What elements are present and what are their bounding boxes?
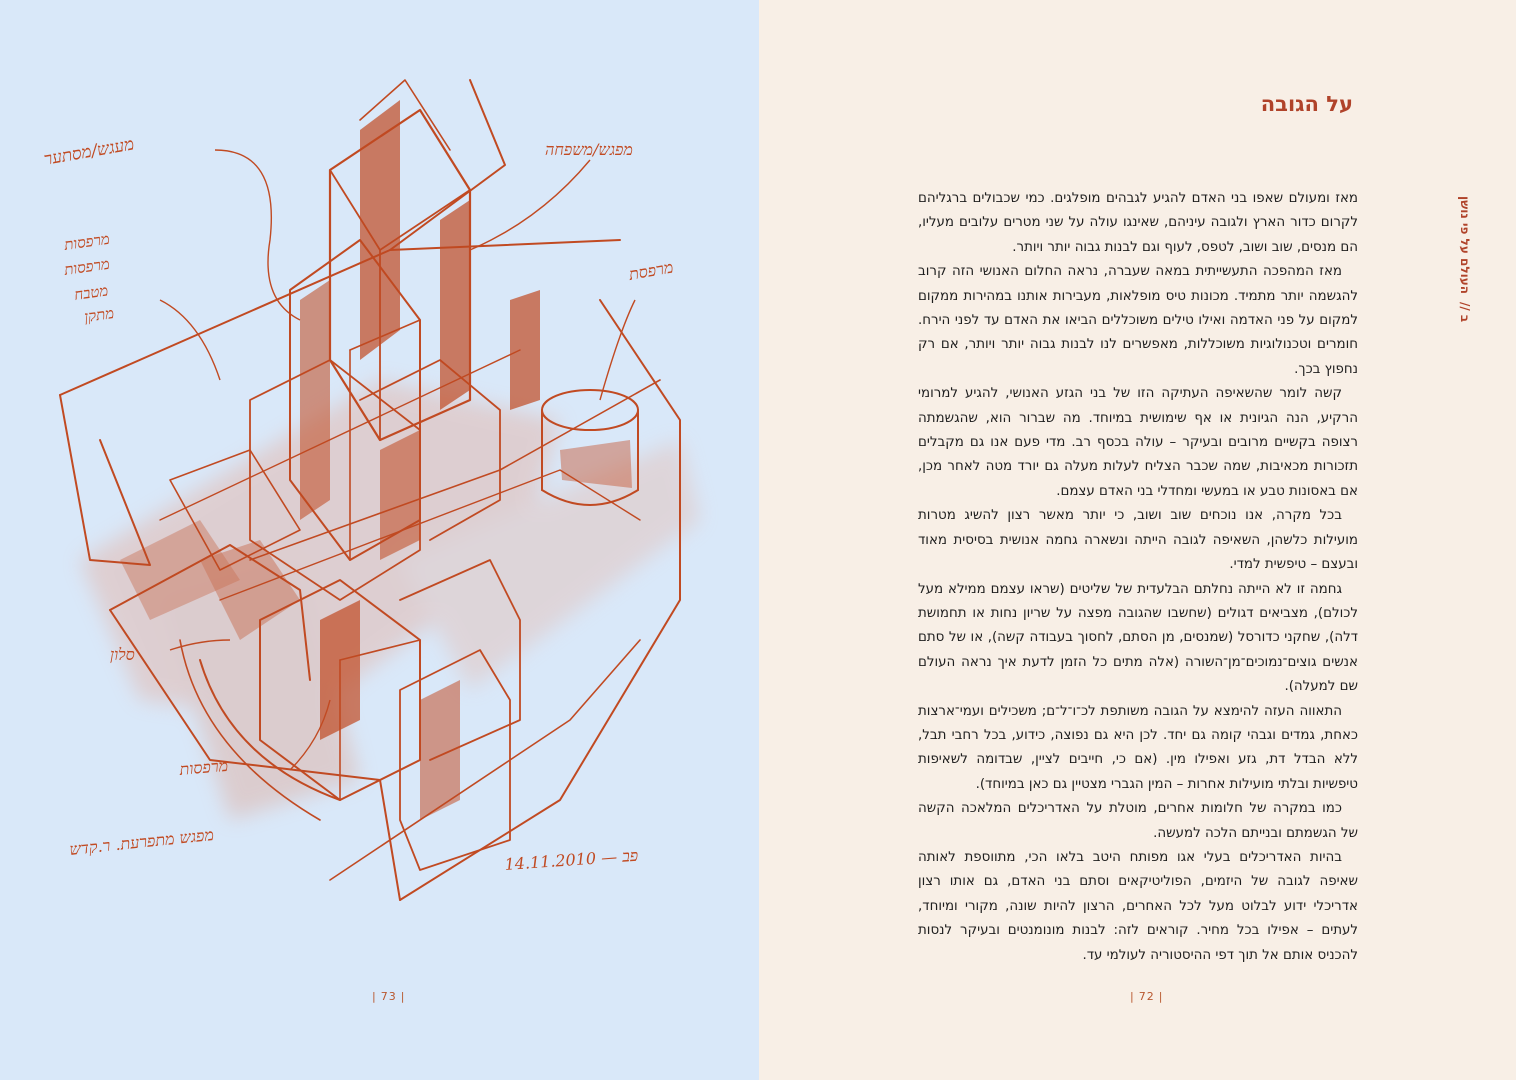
sketch-label-7: מתקן bbox=[83, 303, 116, 326]
page-number-left: | 73 | bbox=[372, 990, 406, 1003]
sketch-label-2: מפגש/משפחה bbox=[545, 140, 633, 159]
paragraph: התאווה העזה להימצא על הגובה משותפת לכ־ו־ל־ם; משכילים ועמי־ארצות כאחת, גמדים וגבהי קומה גם יחד. לכן היא גם נפוצה, כידוע, בכל רחבי תבל, ללא הבדל דת, גזע ואפילו מין. (אם כי, חייבים לציין, שבדומה לשאיפות טיפשיות ובלתי מועילות אחרות – המין הגברי מצטיין גם כאן במיוחד). bbox=[918, 703, 1358, 792]
paragraph: מאז המהפכה התעשייתית במאה שעברה, נראה החלום האנושי הזה קרוב להגשמה יותר מתמיד. מכונות טיס מופלאות, מעבירות אותנו במהירות ממקום למקום על פני האדמה ואילו טילים משוכללים הביאו את האדם עד לפני הירח. חומרים וטכנולוגיות משוכללות, מאפשרים לנו לבנות גבוה יותר ויותר, אם רק נחפוץ בכך. bbox=[918, 264, 1358, 377]
sketch-label-1: מעגש/מסתער bbox=[42, 134, 136, 170]
chapter-running-title: העולם על פי נושן bbox=[1458, 196, 1472, 294]
paragraph: מאז ומעולם שאפו בני האדם להגיע לגבהים מופלגים. כמי שכבולים ברגליהם לקרום כדור הארץ ולגובה עיניהם, שאינגו עולה על שני מטרים עלובים מעליו, הם מנסים, שוב ושוב, לטפס, לעוף וגם לבנות גבוה יותר ויותר. bbox=[918, 191, 1358, 255]
page-number-right: | 72 | bbox=[1130, 990, 1164, 1003]
sketch-signature: מפגש מתפרעת. ר.קדש bbox=[68, 824, 215, 859]
paragraph: גחמה זו לא הייתה נחלתם הבלעדית של שליטים (שראו עצמם ממילא מעל לכולם), מצביאים דגולים (שחשבו שהגובה מפצה על שריון נחות או תחמושת דלה), שחקני כדורסל (שמנסים, מן הסתם, לחסוך בעבודה קשה), או של סתם אנשים גוצים־נמוכים־מן־השורה (אלה מתים כל הזמן לדעת איך נראה העולם שם למעלה). bbox=[918, 581, 1358, 695]
sketch-label-4: מרפסות bbox=[63, 229, 111, 254]
sketch-label-3: מרפסת bbox=[627, 257, 675, 284]
sketch-date: 14.11.2010 — פב bbox=[503, 845, 639, 874]
sketch-label-5: מרפסות bbox=[63, 254, 111, 279]
chapter-side-tab bbox=[1445, 196, 1485, 346]
paragraph: בכל מקרה, אנו נוכחים שוב ושוב, כי יותר מאשר רצון להשיג מטרות מועילות כלשהן, השאיפה לגובה הייתה ונשארה גחמה אנושית בסיסית מאוד ובעצם – טיפשית למדי. bbox=[918, 508, 1358, 573]
sketch-label-6: מטבח bbox=[73, 281, 110, 304]
sketch-label-9: מרפסות bbox=[178, 755, 229, 779]
chapter-title: על הגובה bbox=[1260, 92, 1353, 116]
paragraph: כמו במקרה של חלומות אחרים, מוטלת על האדריכלים המלאכה הקשה של הגשמתם ובנייתם הלכה למעשה. bbox=[918, 801, 1358, 841]
body-text bbox=[918, 187, 1358, 968]
paragraph: קשה לומר שהשאיפה העתיקה הזו של בני הגזע האנושי, להגיע למרומי הרקיע, הנה הגיונית או אף שימושית במיוחד. מה שברור הוא, שהגשמתה רצופה בקשיים מרובים ובעיקר – עולה בכסף רב. מדי פעם אנו גם מקבלים תזכורות מכאיבות, שמה שכבר הצליח לעלות מעלה גם יורד מטה לאחר מכן, אם באסונות טבע או במעשי ומחדלי בני האדם עצמם. bbox=[918, 386, 1358, 499]
chapter-number: ב // bbox=[1458, 301, 1472, 323]
sketch-label-8: סלון bbox=[110, 645, 135, 664]
paragraph: בהיות האדריכלים בעלי אגו מפותח היטב בלאו הכי, מתווספת לאותה שאיפה לגובה של היזמים, הפוליטיקאים וסתם בני האדם, גם אותו רצון אדריכלי ידוע לבלוט מעל לכל האחרים, הרצון להיות שונה, מקורי ומיוחד, לעתים – אפילו בכל מחיר. קוראים לזה: לבנות מונומנטים ובעיקר לנסות להכניס אותם אל תוך דפי ההיסטוריה לעולמי עד. bbox=[918, 849, 1358, 963]
